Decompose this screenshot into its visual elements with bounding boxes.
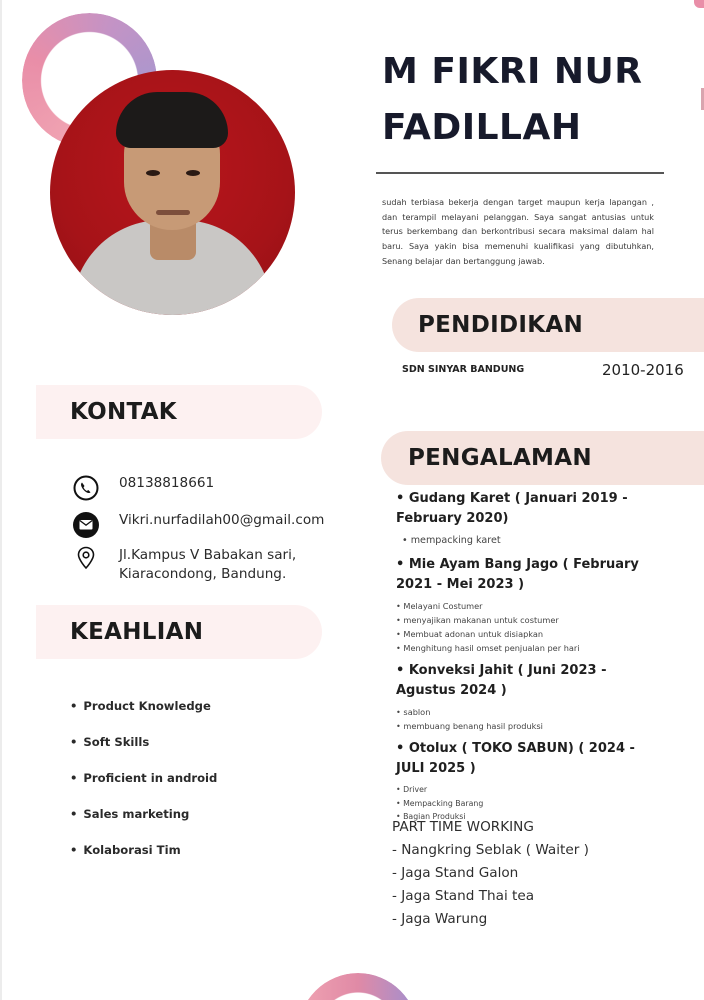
decorative-ring-bottom (298, 973, 418, 1000)
job-entry (396, 739, 646, 824)
job-title: • Konveksi Jahit ( Juni 2023 - Agustus 2024 ) (396, 663, 607, 698)
skill-item: • Proficient in android (70, 769, 217, 805)
contact-phone-text: 08138818661 (119, 475, 215, 491)
contact-email (72, 511, 324, 539)
job-task: • Membuat adonan untuk disiapkan (396, 629, 544, 639)
experience-section-header (381, 431, 704, 485)
mail-icon (72, 511, 100, 539)
skill-item: • Soft Skills (70, 733, 217, 769)
profile-summary: sudah terbiasa bekerja dengan target maupun kerja lapangan , dan terampil melayani pelanggan. Saya sangat antusias untuk terus berkembang dan berkontribusi secara maksimal dalam hal baru. Saya yakin bisa memenuhi kualifikasi yang dibutuhkan, Senang belajar dan bertanggung jawab. (382, 197, 654, 266)
skills-heading: KEAHLIAN (70, 619, 204, 645)
skill-item: • Product Knowledge (70, 697, 217, 733)
part-time-section (392, 816, 589, 931)
job-task: • mempacking karet (402, 535, 501, 546)
part-time-item: - Nangkring Seblak ( Waiter ) (392, 842, 589, 858)
name-line-2: FADILLAH (382, 107, 582, 148)
photo-eye-right (186, 170, 200, 176)
job-title: • Otolux ( TOKO SABUN) ( 2024 - JULI 2025 ) (396, 741, 635, 776)
contact-address-text (119, 546, 296, 584)
job-task: • Bagian Produksi (396, 812, 466, 822)
experience-list (396, 489, 646, 830)
phone-icon (72, 474, 100, 502)
job-title: • Mie Ayam Bang Jago ( February 2021 - Mei 2023 ) (396, 557, 639, 592)
job-entry (396, 555, 646, 655)
skill-item: • Kolaborasi Tim (70, 841, 217, 877)
education-school: SDN SINYAR BANDUNG (402, 364, 525, 375)
job-task: • Melayani Costumer (396, 601, 483, 611)
contact-email-text: Vikri.nurfadilah00@gmail.com (119, 512, 325, 528)
decorative-corner (694, 0, 704, 8)
contact-section-header (36, 385, 322, 439)
part-time-item: - Jaga Stand Galon (392, 865, 519, 881)
job-tasks (396, 533, 646, 549)
experience-heading: PENGALAMAN (408, 445, 592, 471)
address-line-1: Jl.Kampus V Babakan sari, (119, 547, 297, 563)
job-task: • Mempacking Barang (396, 798, 484, 808)
job-tasks (396, 599, 646, 655)
profile-photo (50, 70, 295, 315)
education-years: 2010-2016 (602, 361, 684, 379)
contact-heading: KONTAK (70, 399, 177, 425)
job-entry (396, 489, 646, 549)
job-task: • menyajikan makanan untuk costumer (396, 615, 559, 625)
photo-eye-left (146, 170, 160, 176)
education-heading: PENDIDIKAN (418, 312, 583, 338)
job-task: • membuang benang hasil produksi (396, 721, 543, 731)
location-pin-icon (72, 546, 100, 574)
job-task: • Menghitung hasil omset penjualan per hari (396, 643, 580, 653)
job-task: • Driver (396, 785, 428, 794)
contact-address (72, 546, 296, 584)
name-line-1: M FIKRI NUR (382, 51, 643, 92)
contact-phone (72, 474, 214, 502)
name-divider (376, 172, 664, 174)
photo-hair (116, 92, 228, 148)
address-line-2: Kiaracondong, Bandung. (119, 566, 287, 582)
job-tasks (396, 705, 646, 733)
skills-list (70, 697, 217, 877)
education-section-header (392, 298, 704, 352)
job-task: • sablon (396, 707, 431, 717)
photo-mouth (156, 210, 190, 215)
job-title: • Gudang Karet ( Januari 2019 - February 2020) (396, 491, 628, 526)
skill-item: • Sales marketing (70, 805, 217, 841)
part-time-item: - Jaga Warung (392, 911, 488, 927)
part-time-item: - Jaga Stand Thai tea (392, 888, 535, 904)
skills-section-header (36, 605, 322, 659)
part-time-heading: PART TIME WORKING (392, 819, 534, 835)
candidate-name (382, 44, 642, 156)
job-entry (396, 661, 646, 733)
